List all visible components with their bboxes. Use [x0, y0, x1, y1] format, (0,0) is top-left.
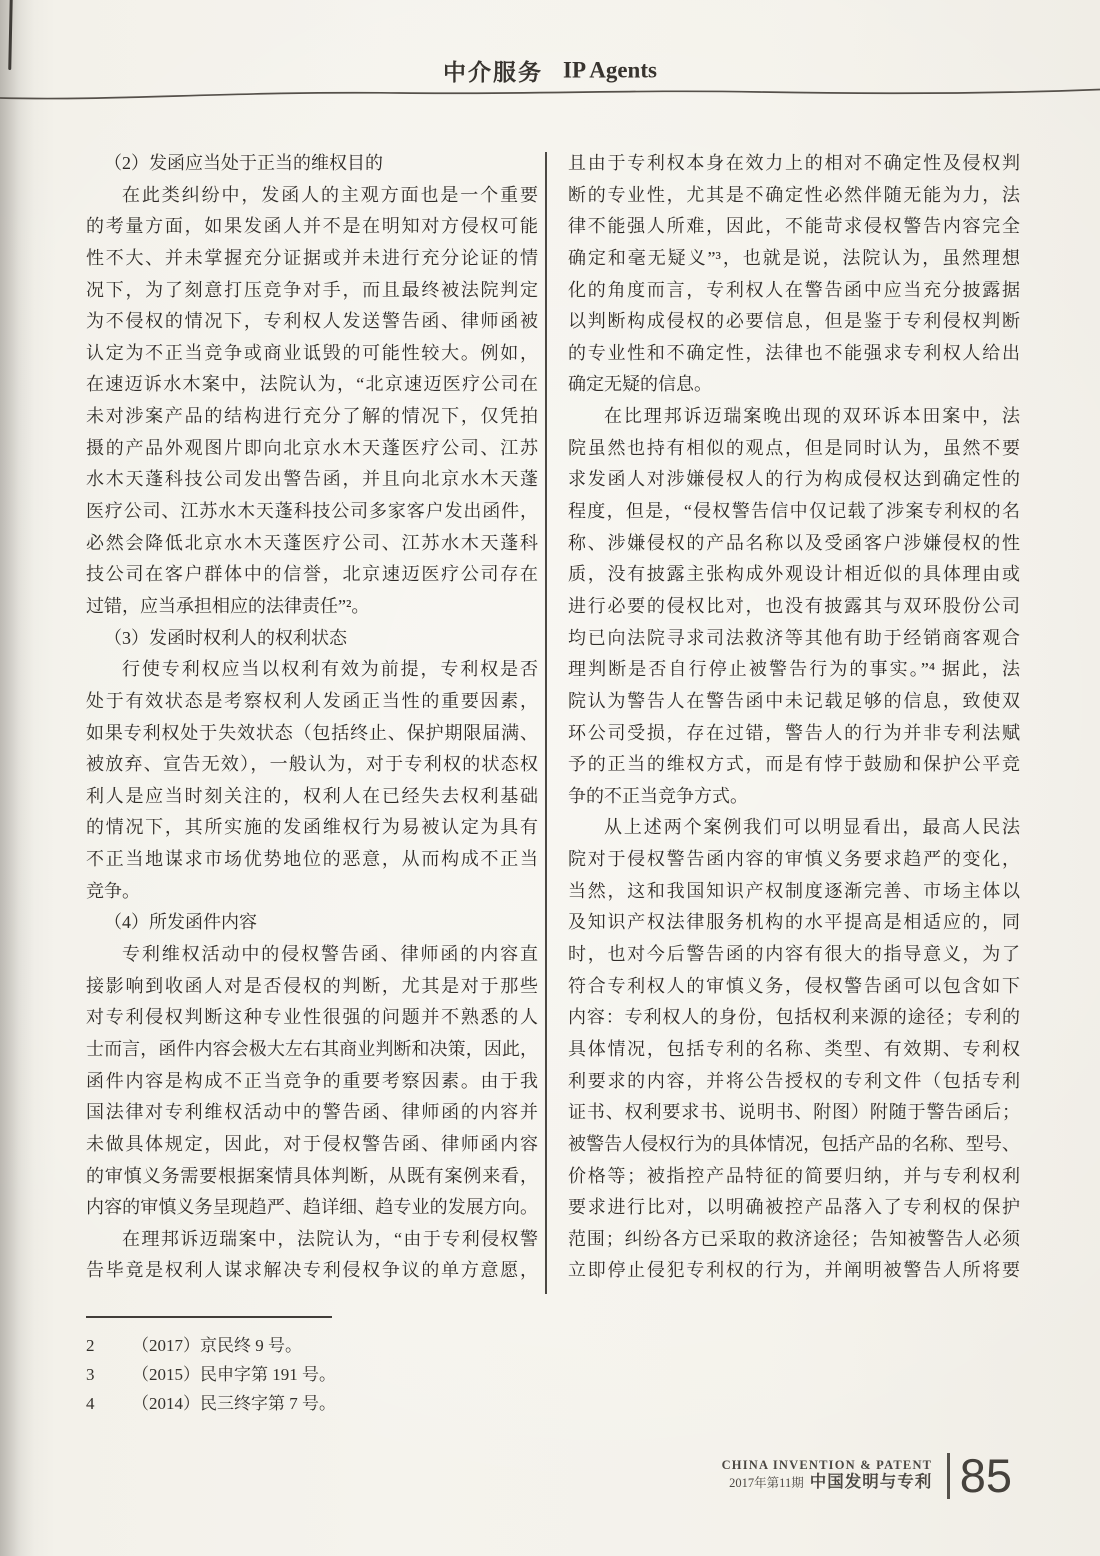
text-line: 且由于专利权本身在效力上的相对不确定性及侵权判 [568, 153, 1020, 173]
text-line: 律不能强人所难，因此，不能苛求侵权警告内容完全 [568, 216, 1020, 237]
header-wavy-rule [0, 84, 1100, 106]
journal-name-cn: 中国发明与专利 [809, 1472, 933, 1491]
footnote-text: （2017）京民终 9 号。 [132, 1335, 302, 1355]
footnote-row [86, 1360, 538, 1389]
footnote-number: 3 [86, 1364, 95, 1384]
text-line: 价格等；被指控产品特征的简要归纳，并与专利权利 [568, 1165, 1020, 1186]
text-line: 院对于侵权警告函内容的审慎义务要求趋严的变化， [568, 849, 1020, 870]
text-line: 竞争。 [86, 880, 140, 901]
text-line: （2）发函应当处于正当的维权目的 [104, 153, 383, 173]
text-line: 确定和毫无疑义”³，也就是说，法院认为，虽然理想 [568, 247, 1020, 268]
footnote-text: （2015）民申字第 191 号。 [132, 1364, 336, 1384]
text-line: 摄的产品外观图片即向北京水木天蓬医疗公司、江苏 [86, 437, 538, 458]
text-line: 在理邦诉迈瑞案中，法院认为，“由于专利侵权警 [122, 1228, 538, 1249]
scan-edge-shadow [0, 0, 34, 1556]
text-line: 范围；纠纷各方已采取的救济途径；告知被警告人必须 [568, 1228, 1020, 1249]
text-line: 进行必要的侵权比对，也没有披露其与双环股份公司 [568, 595, 1020, 616]
text-line: 如果专利权处于失效状态（包括终止、保护期限届满、 [86, 722, 538, 743]
text-line: 医疗公司、江苏水木天蓬科技公司多家客户发出函件， [86, 501, 538, 522]
text-line: 行使专利权应当以权利有效为前提，专利权是否 [122, 659, 538, 680]
text-line: （4）所发函件内容 [104, 912, 257, 933]
text-line: 的专业性和不确定性，法律也不能强求专利权人给出 [568, 342, 1020, 363]
footnote-separator [86, 1316, 332, 1318]
text-line: 国法律对专利维权活动中的警告函、律师函的内容并 [86, 1102, 538, 1123]
text-line: 的审慎义务需要根据案情具体判断，从既有案例来看， [86, 1165, 538, 1186]
text-line: 内容：专利权人的身份，包括权利来源的途径；专利的 [568, 1007, 1020, 1028]
text-line: 争的不正当竞争方式。 [568, 785, 748, 806]
text-line: 认定为不正当竞争或商业诋毁的可能性较大。例如， [86, 342, 538, 363]
text-line: 以判断构成侵权的必要信息，但是鉴于专利侵权判断 [568, 311, 1020, 332]
text-line: 程度，但是，“侵权警告信中仅记载了涉案专利权的名 [568, 501, 1020, 522]
text-line: 环公司受损，存在过错，警告人的行为并非专利法赋 [568, 722, 1020, 743]
page-header [0, 54, 1100, 87]
text-line: 处于有效状态是考察权利人发函正当性的重要因素， [86, 690, 538, 711]
text-line: 予的正当的维权方式，而是有悖于鼓励和保护公平竞 [568, 754, 1020, 775]
text-line: 被放弃、宣告无效），一般认为，对于专利权的状态权 [86, 754, 538, 775]
text-line: 函件内容是构成不正当竞争的重要考察因素。由于我 [86, 1070, 538, 1091]
footnote-text: （2014）民三终字第 7 号。 [132, 1393, 336, 1413]
text-line: 过错，应当承担相应的法律责任”²。 [86, 595, 370, 616]
text-line: 理判断是否自行停止被警告行为的事实。”⁴ 据此，法 [568, 659, 1020, 680]
text-line: 为不侵权的情况下，专利权人发送警告函、律师函被 [86, 311, 538, 332]
text-line: 立即停止侵犯专利权的行为，并阐明被警告人所将要 [568, 1260, 1020, 1281]
text-line: 化的角度而言，专利权人在警告函中应当充分披露据 [568, 279, 1020, 300]
text-line: 当然，这和我国知识产权制度逐渐完善、市场主体以 [568, 880, 1020, 901]
text-line: （3）发函时权利人的权利状态 [104, 627, 347, 648]
text-line: 的考量方面，如果发函人并不是在明知对方侵权可能 [86, 216, 538, 237]
text-line: 证书、权利要求书、说明书、附图）附随于警告函后； [568, 1102, 1020, 1123]
text-line: 均已向法院寻求司法救济等其他有助于经销商客观合 [568, 627, 1020, 648]
footnote-row [86, 1331, 538, 1360]
text-line: 对专利侵权判断这种专业性很强的问题并不熟悉的人 [86, 1007, 538, 1028]
footer-journal-block [722, 1458, 933, 1493]
text-column-right [568, 148, 1020, 1287]
text-line: 告毕竟是权利人谋求解决专利侵权争议的单方意愿， [86, 1260, 538, 1281]
text-line: 内容的审慎义务呈现趋严、趋详细、趋专业的发展方向。 [86, 1197, 538, 1218]
text-line: 在速迈诉水木案中，法院认为，“北京速迈医疗公司在 [86, 374, 538, 395]
text-line: 确定无疑的信息。 [568, 374, 712, 395]
text-line: 称、涉嫌侵权的产品名称以及受函客户涉嫌侵权的性 [568, 532, 1020, 553]
footnotes [86, 1316, 538, 1418]
text-line: 况下，为了刻意打压竞争对手，而且最终被法院判定 [86, 279, 538, 300]
text-line: 利要求的内容，并将公告授权的专利文件（包括专利 [568, 1070, 1020, 1091]
text-line: 具体情况，包括专利的名称、类型、有效期、专利权 [568, 1038, 1020, 1059]
section-title-en: IP Agents [563, 57, 657, 83]
text-line: 接影响到收函人对是否侵权的判断，尤其是对于那些 [86, 975, 538, 996]
text-line: 水木天蓬科技公司发出警告函，并且向北京水木天蓬 [86, 469, 538, 490]
journal-name-en: CHINA INVENTION & PATENT [721, 1458, 933, 1472]
page-number: 85 [959, 1449, 1012, 1502]
text-line: 从上述两个案例我们可以明显看出，最高人民法 [604, 817, 1020, 838]
footnote-number: 2 [86, 1335, 95, 1355]
text-line: 在此类纠纷中，发函人的主观方面也是一个重要 [122, 184, 538, 205]
text-line: 质，没有披露主张构成外观设计相近似的具体理由或 [568, 564, 1020, 585]
text-line: 及知识产权法律服务机构的水平提高是相适应的，同 [568, 912, 1020, 933]
footnote-number: 4 [86, 1393, 95, 1413]
footnote-row [86, 1389, 538, 1418]
footer-divider-bar [947, 1453, 950, 1499]
text-line: 技公司在客户群体中的信誉，北京速迈医疗公司存在 [86, 564, 538, 585]
text-line: 院虽然也持有相似的观点，但是同时认为，虽然不要 [568, 437, 1020, 458]
text-line: 院认为警告人在警告函中未记载足够的信息，致使双 [568, 690, 1020, 711]
text-line: 未对涉案产品的结构进行充分了解的情况下，仅凭拍 [86, 406, 538, 427]
text-line: 利人是应当时刻关注的，权利人在已经失去权利基础 [86, 785, 538, 806]
text-line: 的情况下，其所实施的发函维权行为易被认定为具有 [86, 817, 538, 838]
text-line: 专利维权活动中的侵权警告函、律师函的内容直 [122, 944, 538, 965]
text-line: 求发函人对涉嫌侵权人的行为构成侵权达到确定性的 [568, 469, 1020, 490]
text-line: 士而言，函件内容会极大左右其商业判断和决策，因此， [86, 1038, 538, 1059]
text-column-left [86, 148, 538, 1287]
footnote-list [86, 1331, 538, 1418]
issue-label: 2017年第11期 [729, 1476, 804, 1490]
text-line: 被警告人侵权行为的具体情况，包括产品的名称、型号、 [568, 1133, 1020, 1154]
text-line: 断的专业性，尤其是不确定性必然伴随无能为力，法 [568, 184, 1020, 205]
text-line: 必然会降低北京水木天蓬医疗公司、江苏水木天蓬科 [86, 532, 538, 553]
page-footer [721, 1449, 1012, 1502]
text-line: 未做具体规定，因此，对于侵权警告函、律师函内容 [86, 1133, 538, 1154]
text-line: 要求进行比对，以明确被控产品落入了专利权的保护 [568, 1197, 1020, 1218]
text-line: 时，也对今后警告函的内容有很大的指导意义，为了 [568, 944, 1020, 965]
footer-issue-line [722, 1472, 933, 1493]
section-title-cn: 中介服务 [443, 59, 544, 85]
text-line: 符合专利权人的审慎义务，侵权警告函可以包含如下 [568, 975, 1020, 996]
column-divider [545, 152, 547, 1294]
text-line: 在比理邦诉迈瑞案晚出现的双环诉本田案中，法 [604, 406, 1020, 427]
text-line: 性不大、并未掌握充分证据或并未进行充分论证的情 [86, 247, 538, 268]
text-line: 不正当地谋求市场优势地位的恶意，从而构成不正当 [86, 849, 538, 870]
